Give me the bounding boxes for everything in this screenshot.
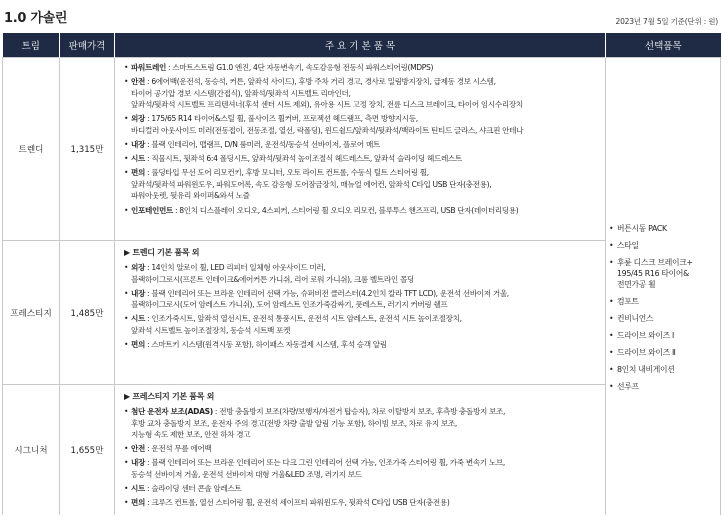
feature-text: 8인치 디스플레이 오디오, 4스피커, 스티어링 휠 오디오 리모컨, 블루투스 핸즈프리, USB 단자(데이터리딩용) xyxy=(179,205,519,215)
feature-line: • 외장 : 14인치 알로이 휠, LED 리피터 일체형 아웃사이드 미러, xyxy=(131,263,326,272)
table-header-row xyxy=(3,33,721,58)
feature-item xyxy=(124,205,601,217)
trim-name: 트렌디 xyxy=(3,58,60,241)
feature-item xyxy=(124,113,601,136)
option-line: • 버튼시동 PACK xyxy=(617,224,667,233)
feature-text: 운전석 무릎 에어백 xyxy=(151,444,212,454)
feature-line: • 편의 : 크루즈 컨트롤, 열선 스티어링 휠, 운전석 세이프티 파워윈도우, 뒷좌석 C타입 USB 단자(충전용) xyxy=(131,498,450,508)
feature-category: 편의 xyxy=(131,498,145,508)
feature-line xyxy=(131,274,601,286)
feature-text: 지능형 속도 제한 보조, 안전 하차 경고 xyxy=(131,430,251,440)
feature-text: 크루즈 컨트롤, 열선 스티어링 휠, 운전석 세이프티 파워윈도우, 뒷좌석 C타입 USB 단자(충전용) xyxy=(151,498,450,508)
option-line: • 선루프 xyxy=(617,382,639,391)
feature-text: 블랙 인테리어 또는 브라운 인테리어 또는 다크 그린 인테리어 선택 가능, 인조가죽 스티어링 휠, 가죽 변속기 노브, xyxy=(151,458,505,468)
feature-line xyxy=(131,299,601,311)
option-line: • 드라이브 와이즈 Ⅱ xyxy=(617,348,676,357)
feature-item xyxy=(124,288,601,311)
feature-category: 시트 xyxy=(131,154,145,164)
feature-cell xyxy=(115,58,606,241)
feature-text: 동승석 선바이저 거울, 운전석 선바이저 대형 거울&LED 조명, 러기지 보드 xyxy=(131,469,362,479)
option-line: • 드라이브 와이즈 Ⅰ xyxy=(617,331,674,340)
feature-text: 블랙 인테리어, 맵램프, D/N 룸미러, 운전석/동승석 선바이저, 플로어 매트 xyxy=(151,140,380,150)
base-items-note: ▶ 트렌디 기본 품목 외 xyxy=(124,248,200,257)
feature-item xyxy=(124,339,601,351)
base-items-note: ▶ 프레스티지 기본 품목 외 xyxy=(124,392,215,401)
feature-item xyxy=(124,443,601,455)
feature-line: • 내장 : 블랙 인테리어 또는 브라운 인테리어 또는 다크 그린 인테리어 선택 가능, 인조가죽 스티어링 휠, 가죽 변속기 노브, xyxy=(131,458,505,468)
option-line: • 스타일 xyxy=(617,241,639,250)
feature-line xyxy=(131,325,601,337)
feature-text: 블랙하이그로시(도어 암레스트 가니쉬), 도어 암레스트 인조가죽감싸기, 풋레스트, 러기지 커버링 쉘프 xyxy=(131,300,448,310)
feature-category: 시트 xyxy=(131,484,145,494)
option-item xyxy=(609,257,720,290)
feature-item xyxy=(124,406,601,441)
feature-line: • 시트 : 슬라이딩 센터 콘솔 암레스트 xyxy=(131,484,242,494)
date-note: 2023년 7월 5일 기준(단위 : 원) xyxy=(615,17,718,26)
feature-category: 안전 xyxy=(131,77,145,87)
feature-item xyxy=(124,313,601,336)
feature-line xyxy=(131,190,601,202)
page-title: 1.0 가솔린 xyxy=(4,11,68,26)
option-item xyxy=(609,296,720,307)
feature-line xyxy=(131,418,601,430)
feature-line: • 편의 : 풀딩타입 무선 도어 리모컨키, 후방 모니터, 오토 라이트 컨트롤, 수동식 틸트 스티어링 휠, xyxy=(131,168,429,178)
option-item xyxy=(609,330,720,341)
feature-category: 편의 xyxy=(131,168,145,178)
feature-cell xyxy=(115,385,606,516)
trim-price: 1,485만 xyxy=(60,241,115,385)
feature-text: 인조가죽시트, 앞좌석 열선시트, 운전석 통풍시트, 운전석 시트 암레스트, 운전석 시트 높이조절장치, xyxy=(151,314,462,324)
trim-price: 1,655만 xyxy=(60,385,115,516)
feature-category: 인포테인먼트 xyxy=(131,205,173,215)
feature-text: 앞좌석/뒷좌석 시트벨트 프리텐셔너(후석 센터 시트 제외), 유아용 시트 고정 장치, 전륜 디스크 브레이크, 타이어 임시수리장치 xyxy=(131,100,523,110)
feature-category: 내장 xyxy=(131,140,145,150)
feature-category: 파워트레인 xyxy=(131,63,166,72)
feature-line: • 내장 : 블랙 인테리어 또는 브라운 인테리어 선택 가능, 슈퍼비전 클러스터(4.2인치 칼라 TFT LCD), 운전석 선바이저 거울, xyxy=(131,288,509,298)
feature-item xyxy=(124,62,601,74)
option-line: • 후륜 디스크 브레이크+ xyxy=(617,258,693,267)
option-item xyxy=(609,364,720,375)
options-cell xyxy=(606,58,721,516)
feature-text: 스마트키 시스템(원격시동 포함), 하이패스 자동결제 시스템, 후석 승객 알림 xyxy=(151,340,387,350)
feature-line: • 시트 : 직물시트, 뒷좌석 6:4 폴딩시트, 앞좌석/뒷좌석 높이조절식 헤드레스트, 앞좌석 슬라이딩 헤드레스트 xyxy=(131,154,462,164)
feature-item xyxy=(124,497,601,509)
feature-item xyxy=(124,139,601,151)
feature-category: 내장 xyxy=(131,458,145,468)
feature-text: 블랙 인테리어 또는 브라운 인테리어 선택 가능, 슈퍼비전 클러스터(4.2인치 칼라 TFT LCD), 운전석 선바이저 거울, xyxy=(151,288,509,298)
feature-line xyxy=(131,179,601,191)
option-line: • 8인치 내비게이션 xyxy=(617,365,675,374)
feature-text: 전방 충돌방지 보조(차량/보행자/자전거 탑승자), 차로 이탈방지 보조, 후측방 충돌방지 보조, xyxy=(219,407,506,416)
feature-text: 앞좌석 시트벨트 높이조절장치, 동승석 시트백 포켓 xyxy=(131,325,291,335)
feature-text: 스마트스트림 G1.0 엔진, 4단 자동변속기, 속도감응형 전동식 파워스티어링(MDPS) xyxy=(172,63,434,72)
feature-text: 바디컬러 아웃사이드 미러(전동접이, 전동조절, 열선, 락폴딩), 윈드쉴드/앞좌석/뒷좌석/백라이트 틴티드 글라스, 샤크핀 안테나 xyxy=(131,125,524,135)
feature-item xyxy=(124,483,601,495)
feature-line: • 인포테인먼트 : 8인치 디스플레이 오디오, 4스피커, 스티어링 휠 오디오 리모컨, 블루투스 핸즈프리, USB 단자(데이터리딩용) xyxy=(131,205,519,215)
feature-line: • 시트 : 인조가죽시트, 앞좌석 열선시트, 운전석 통풍시트, 운전석 시트 암레스트, 운전석 시트 높이조절장치, xyxy=(131,314,462,324)
feature-text: 풀딩타입 무선 도어 리모컨키, 후방 모니터, 오토 라이트 컨트롤, 수동식 틸트 스티어링 휠, xyxy=(151,168,429,178)
option-item xyxy=(609,381,720,392)
feature-category: 안전 xyxy=(131,444,145,454)
feature-line: • 외장 : 175/65 R14 타이어&스틸 휠, 풀사이즈 휠커버, 프로젝션 헤드램프, 측면 방향지시등, xyxy=(131,114,418,124)
feature-line xyxy=(131,125,601,137)
feature-category: 시트 xyxy=(131,314,145,324)
feature-category: 외장 xyxy=(131,114,145,124)
feature-line: • 파워트레인 : 스마트스트림 G1.0 엔진, 4단 자동변속기, 속도감응형 전동식 파워스티어링(MDPS) xyxy=(131,63,434,72)
option-line: • 컨비니언스 xyxy=(617,314,654,323)
feature-line: • 첨단 운전자 보조(ADAS) : 전방 충돌방지 보조(차량/보행자/자전거 탑승자), 차로 이탈방지 보조, 후측방 충돌방지 보조, xyxy=(131,407,506,416)
feature-category: 내장 xyxy=(131,288,145,298)
header-trim: 트림 xyxy=(3,33,60,58)
option-item xyxy=(609,347,720,358)
header-options: 선택품목 xyxy=(606,33,721,58)
option-item xyxy=(609,223,720,234)
header-price: 판매가격 xyxy=(60,33,115,58)
feature-line xyxy=(131,469,601,481)
feature-text: 175/65 R14 타이어&스틸 휠, 풀사이즈 휠커버, 프로젝션 헤드램프, 측면 방향지시등, xyxy=(151,114,418,124)
feature-item xyxy=(124,153,601,165)
feature-text: 14인치 알로이 휠, LED 리피터 일체형 아웃사이드 미러, xyxy=(151,263,326,272)
feature-text: 파워아웃렛, 뒷유리 와이퍼&와셔 노즐 xyxy=(131,191,250,201)
option-line: 전면가공 휠 xyxy=(617,280,656,289)
feature-line: • 내장 : 블랙 인테리어, 맵램프, D/N 룸미러, 운전석/동승석 선바이저, 플로어 매트 xyxy=(131,140,380,150)
feature-line: • 편의 : 스마트키 시스템(원격시동 포함), 하이패스 자동결제 시스템, 후석 승객 알림 xyxy=(131,340,387,350)
feature-category: 첨단 운전자 보조(ADAS) xyxy=(131,407,213,416)
feature-cell xyxy=(115,241,606,385)
header-features: 주 요 기 본 품 목 xyxy=(115,33,606,58)
trim-name: 프레스티지 xyxy=(3,241,60,385)
feature-line: • 안전 : 운전석 무릎 에어백 xyxy=(131,444,212,454)
price-table xyxy=(2,33,721,515)
trim-row xyxy=(3,58,721,241)
trim-price: 1,315만 xyxy=(60,58,115,241)
feature-text: 6에어백(운전석, 동승석, 커튼, 앞좌석 사이드), 후방 주차 거리 경고, 경사로 밀림방지장치, 급제동 경보 시스템, xyxy=(151,77,496,87)
feature-item xyxy=(124,76,601,111)
feature-text: 타이어 공기압 경보 시스템(간접식), 앞좌석/뒷좌석 시트벨트 리마인더, xyxy=(131,88,351,98)
feature-line xyxy=(131,88,601,100)
table-body xyxy=(3,58,721,516)
feature-text: 슬라이딩 센터 콘솔 암레스트 xyxy=(151,484,242,494)
feature-line xyxy=(131,99,601,111)
page-top xyxy=(0,0,722,33)
feature-text: 직물시트, 뒷좌석 6:4 폴딩시트, 앞좌석/뒷좌석 높이조절식 헤드레스트, 앞좌석 슬라이딩 헤드레스트 xyxy=(151,154,462,164)
feature-item xyxy=(124,262,601,285)
trim-name: 시그니처 xyxy=(3,385,60,516)
options-list xyxy=(609,223,720,392)
option-item xyxy=(609,240,720,251)
option-line: • 컴포트 xyxy=(617,297,639,306)
option-line: 195/45 R16 타이어& xyxy=(617,269,689,278)
feature-text: 블랙하이그로시(프론트 인테이크&에어커튼 가니쉬, 리어 로워 가니쉬), 크롬 벨트라인 몰딩 xyxy=(131,274,414,284)
feature-line: • 안전 : 6에어백(운전석, 동승석, 커튼, 앞좌석 사이드), 후방 주차 거리 경고, 경사로 밀림방지장치, 급제동 경보 시스템, xyxy=(131,77,496,87)
feature-text: 앞좌석/뒷좌석 파워윈도우, 파워도어록, 속도 감응형 도어잠금장치, 매뉴얼 에어컨, 앞좌석 C타입 USB 단자(충전용), xyxy=(131,179,492,189)
feature-item xyxy=(124,457,601,480)
feature-category: 편의 xyxy=(131,340,145,350)
feature-category: 외장 xyxy=(131,263,145,272)
feature-text: 후방 교차 충돌방지 보조, 운전자 주의 경고(전방 차량 출발 알림 기능 포함), 하이빔 보조, 차로 유지 보조, xyxy=(131,418,457,428)
feature-line xyxy=(131,429,601,441)
feature-item xyxy=(124,167,601,202)
option-item xyxy=(609,313,720,324)
